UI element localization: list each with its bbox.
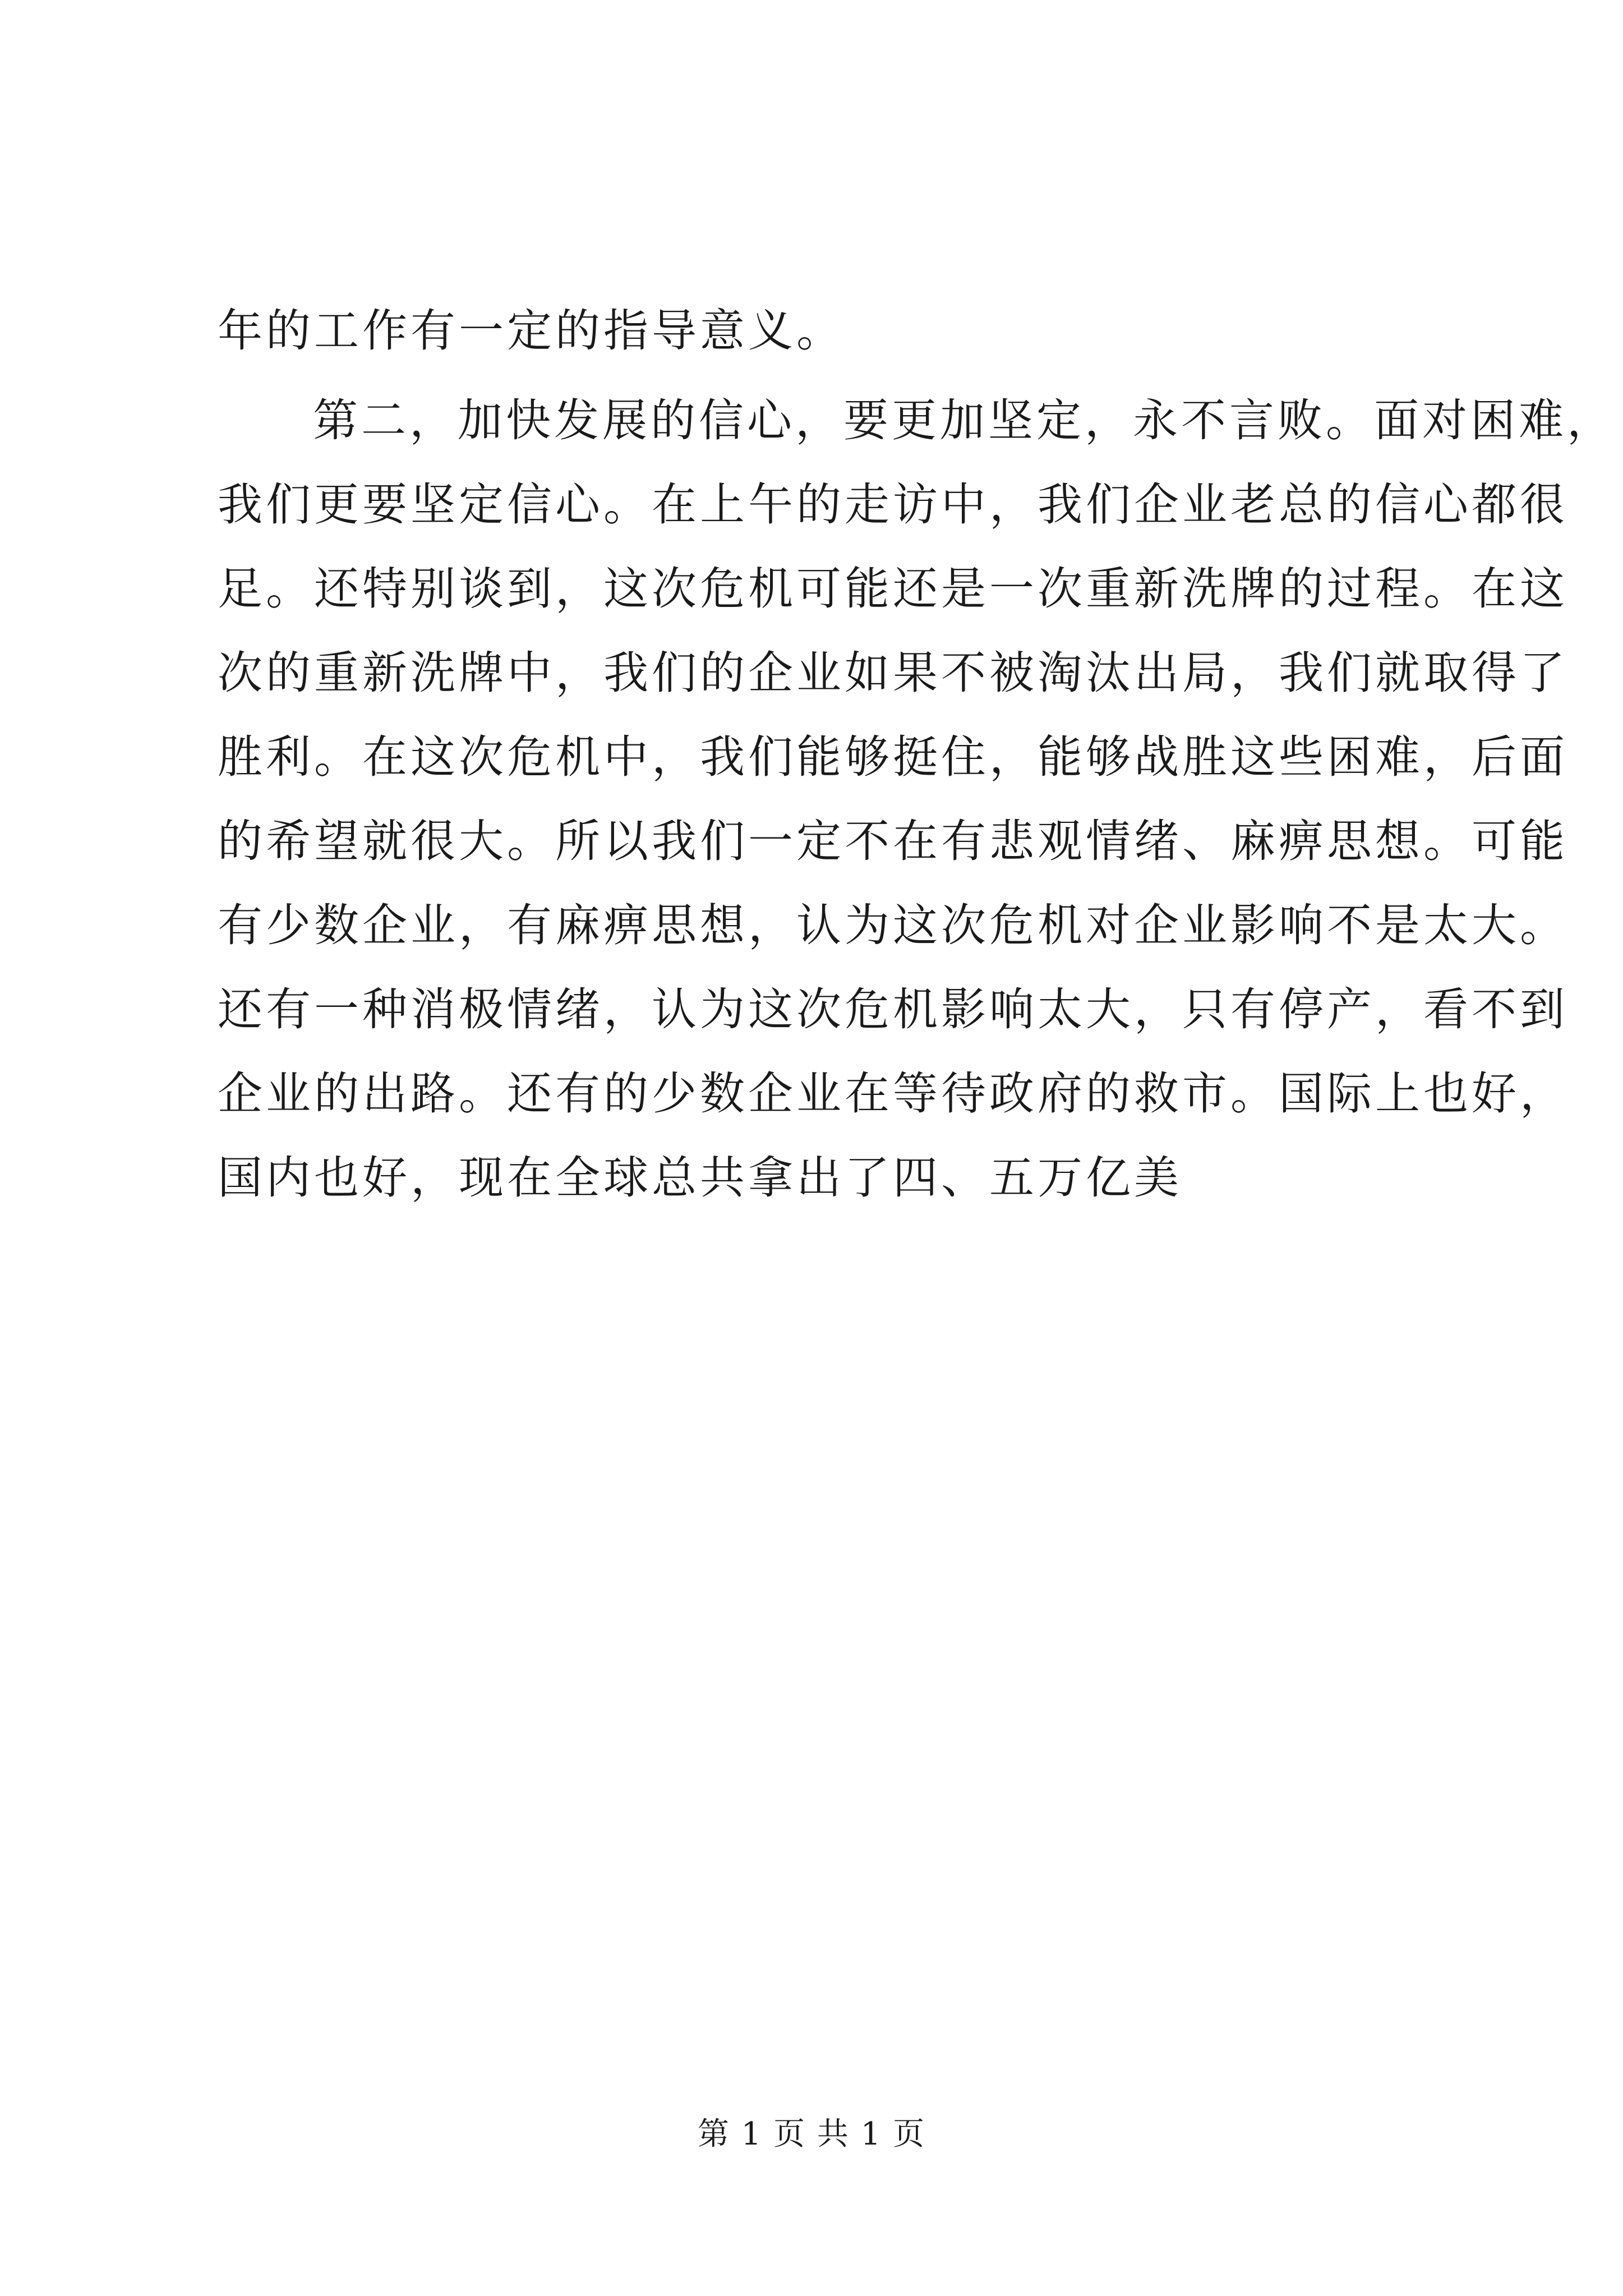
text-line: 次的重新洗牌中，我们的企业如果不被淘汰出局，我们就取得了	[218, 647, 1568, 699]
text-line: 国内也好，现在全球总共拿出了四、五万亿美	[218, 1152, 1182, 1204]
text-line: 还有一种消极情绪，认为这次危机影响太大，只有停产，看不到	[218, 983, 1568, 1036]
page-footer: 第 1 页 共 1 页	[697, 2116, 926, 2152]
text-line: 年的工作有一定的指导意义。	[218, 305, 845, 357]
text-line: 胜利。在这次危机中，我们能够挺住，能够战胜这些困难，后面	[218, 731, 1568, 783]
text-line: 有少数企业，有麻痹思想，认为这次危机对企业影响不是太大。	[218, 899, 1568, 951]
text-line: 我们更要坚定信心。在上午的走访中，我们企业老总的信心都很	[218, 478, 1568, 531]
text-line: 足。还特别谈到，这次危机可能还是一次重新洗牌的过程。在这	[218, 563, 1568, 615]
text-line: 企业的出路。还有的少数企业在等待政府的救市。国际上也好，	[218, 1068, 1568, 1120]
text-line: 的希望就很大。所以我们一定不在有悲观情绪、麻痹思想。可能	[218, 815, 1568, 867]
text-line: 第二，加快发展的信心，要更加坚定，永不言败。面对困难，	[313, 394, 1615, 447]
